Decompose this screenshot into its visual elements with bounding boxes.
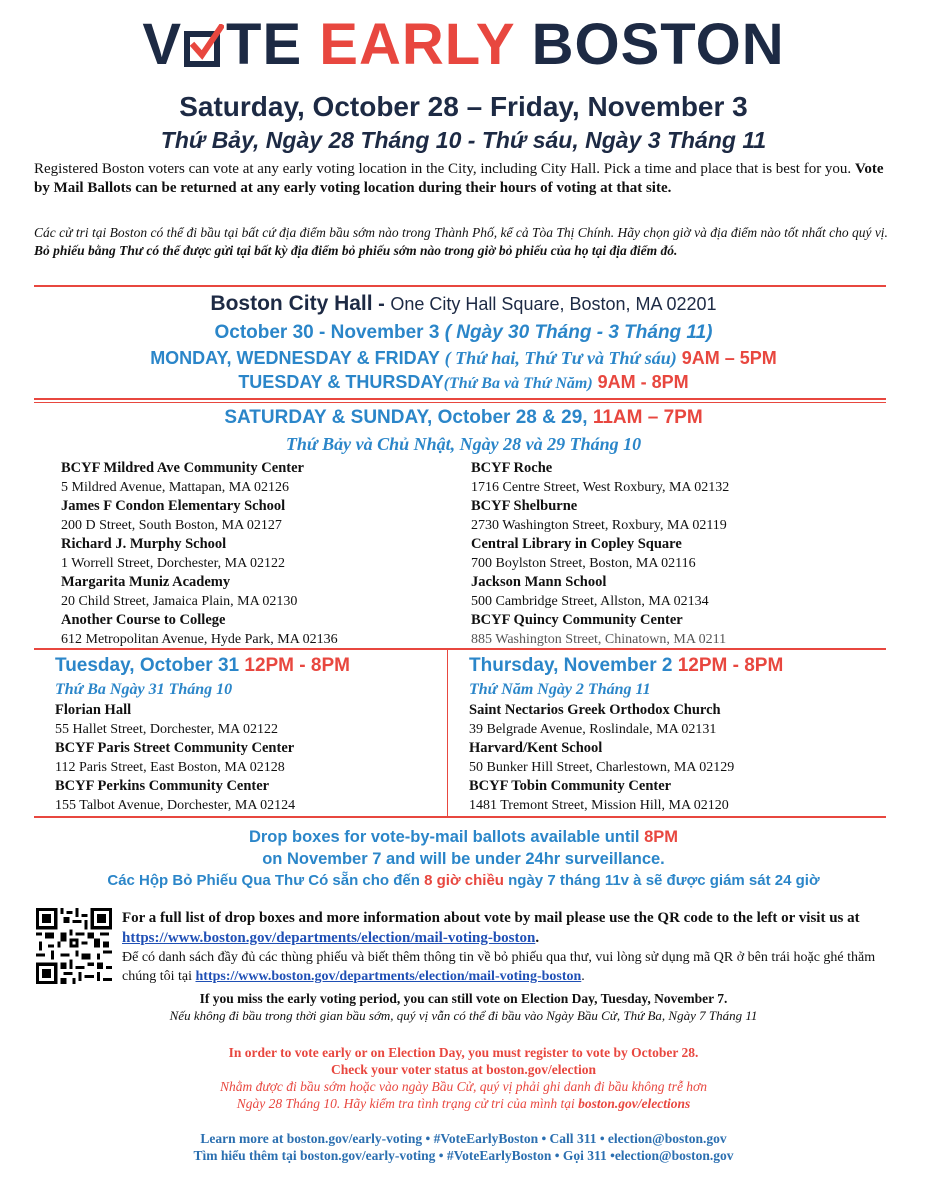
- divider: [34, 402, 886, 403]
- thursday-vi: Thứ Năm Ngày 2 Tháng 11: [469, 681, 651, 698]
- location-address: 1 Worrell Street, Dorchester, MA 02122: [61, 556, 285, 571]
- location-name: James F Condon Elementary School: [61, 498, 286, 514]
- dropbox-text: Drop boxes for vote-by-mail ballots available until: [248, 828, 645, 846]
- logo-early: EARLY: [319, 12, 515, 77]
- location-address: 155 Talbot Avenue, Dorchester, MA 02124: [55, 798, 296, 813]
- city-hall-heading: [0, 292, 927, 316]
- location-address: 200 D Street, South Boston, MA 02127: [61, 518, 282, 533]
- info-vi: Để có danh sách đầy đủ các thùng phiếu và biết thêm thông tin về bỏ phiếu qua thư, vui lòng sử dụng mã QR ở bên trái hoặc ghé thăm chúng tôi tại https://www.boston.gov/departments/election/mail-voting-boston.: [122, 950, 876, 984]
- location-name: Harvard/Kent School: [469, 740, 603, 756]
- intro-vi-bold: Bỏ phiếu bằng Thư có thể được gửi tại bất kỳ địa điểm bỏ phiếu sớm nào trong giờ bỏ phiếu của họ tại địa điểm đó.: [34, 242, 678, 258]
- qr-code-icon[interactable]: [36, 908, 112, 984]
- location-address: 500 Cambridge Street, Allston, MA 02134: [471, 594, 709, 609]
- tuesday-heading: [55, 655, 350, 677]
- location-name: Richard J. Murphy School: [61, 536, 227, 552]
- location-name: BCYF Tobin Community Center: [469, 778, 672, 794]
- dropbox-vi: [0, 872, 927, 889]
- divider: [34, 816, 886, 818]
- tt-hours: 9AM - 8PM: [592, 372, 689, 392]
- location-address: 700 Boylston Street, Boston, MA 02116: [471, 556, 696, 571]
- mwf-hours: 9AM – 5PM: [676, 348, 777, 368]
- footer-vi: Tìm hiểu thêm tại boston.gov/early-voting • #VoteEarlyBoston • Gọi 311 •election@boston.gov: [193, 1148, 734, 1163]
- thursday-heading: [469, 655, 783, 677]
- city-hall-dates-vi: ( Ngày 30 Tháng - 3 Tháng 11): [444, 322, 713, 343]
- register-vi-2: [0, 1096, 927, 1112]
- info-en: For a full list of drop boxes and more information about vote by mail please use the QR code to the left or visit us at https://www.boston.gov/departments/election/mail-voting-boston.: [122, 910, 860, 946]
- city-hall-dates-en: October 30 - November 3: [214, 322, 445, 343]
- info-en-text: For a full list of drop boxes and more information about vote by mail please use the QR code to the left or visit us at: [122, 910, 860, 926]
- dropbox-vi-text: Các Hộp Bỏ Phiếu Qua Thư Có sẵn cho đến: [107, 872, 425, 889]
- register-en-2: Check your voter status at boston.gov/election: [331, 1062, 596, 1077]
- location-address: 885 Washington Street, Chinatown, MA 0211: [471, 632, 727, 647]
- dropbox-vi-text2: ngày 7 tháng 11v à sẽ được giám sát 24 giờ: [503, 872, 820, 889]
- city-hall-address: One City Hall Square, Boston, MA 02201: [390, 294, 717, 314]
- location-address: 1716 Centre Street, West Roxbury, MA 02132: [471, 480, 730, 495]
- location-address: 39 Belgrade Avenue, Roslindale, MA 02131: [469, 722, 717, 737]
- location-address: 20 Child Street, Jamaica Plain, MA 02130: [61, 594, 298, 609]
- location-address: 50 Bunker Hill Street, Charlestown, MA 02129: [469, 760, 735, 775]
- location-address: 2730 Washington Street, Roxbury, MA 02119: [471, 518, 727, 533]
- location-name: Jackson Mann School: [471, 574, 607, 590]
- divider: [34, 285, 886, 287]
- location-address: 112 Paris Street, East Boston, MA 02128: [55, 760, 285, 775]
- vote-early-boston-logo: [0, 10, 927, 80]
- tuesday-hours: 12PM - 8PM: [244, 655, 350, 676]
- location-name: Saint Nectarios Greek Orthodox Church: [469, 702, 721, 718]
- location-name: BCYF Roche: [471, 460, 553, 476]
- city-hall-dates: [0, 322, 927, 344]
- tt-label-vi: (Thứ Ba và Thứ Năm): [443, 375, 593, 392]
- tuesday-vi: Thứ Ba Ngày 31 Tháng 10: [55, 681, 233, 698]
- location-name: BCYF Quincy Community Center: [471, 612, 683, 628]
- weekend-vi: Thứ Bảy và Chủ Nhật, Ngày 28 và 29 Tháng 10: [285, 434, 642, 454]
- dropbox-vi-time: 8 giờ chiều: [424, 872, 504, 889]
- intro-vi-text: Các cử tri tại Boston có thể đi bầu tại bất cứ địa điểm bầu sớm nào trong Thành Phố, kể cả Tòa Thị Chính. Hãy chọn giờ và địa điểm nào tốt nhất cho quý vị.: [34, 225, 888, 240]
- location-address: 55 Hallet Street, Dorchester, MA 02122: [55, 722, 279, 737]
- city-hall-tt: [0, 372, 927, 393]
- intro-en: [34, 160, 894, 198]
- footer-en: Learn more at boston.gov/early-voting • #VoteEarlyBoston • Call 311 • election@boston.gov: [200, 1131, 727, 1146]
- info-vi-text: Để có danh sách đầy đủ các thùng phiếu và biết thêm thông tin về bỏ phiếu qua thư, vui lòng sử dụng mã QR ở bên trái hoặc ghé thăm chúng tôi tại: [122, 950, 876, 984]
- city-hall-sep: -: [372, 293, 391, 315]
- location-name: Margarita Muniz Academy: [61, 574, 231, 590]
- weekend-label: SATURDAY & SUNDAY, October 28 & 29,: [224, 407, 593, 428]
- city-hall-name: Boston City Hall: [210, 292, 373, 315]
- register-en-1: In order to vote early or on Election Day, you must register to vote by October 28.: [228, 1045, 699, 1060]
- intro-en-bold: Vote by Mail Ballots can be returned at any early voting location during their hours of voting at that site.: [34, 161, 884, 196]
- thursday-list: [469, 701, 889, 815]
- intro-en-text: Registered Boston voters can vote at any early voting location in the City, including City Hall. Pick a time and place that is best for you.: [34, 161, 855, 177]
- weekend-right-list: [471, 459, 891, 649]
- location-name: BCYF Paris Street Community Center: [55, 740, 295, 756]
- weekend-left-list: [61, 459, 481, 649]
- tuesday-list: [55, 701, 475, 815]
- mwf-label: MONDAY, WEDNESDAY & FRIDAY: [150, 348, 445, 368]
- mail-voting-link[interactable]: https://www.boston.gov/departments/election/mail-voting-boston: [122, 930, 536, 946]
- intro-vi: [34, 224, 894, 259]
- location-address: 612 Metropolitan Avenue, Hyde Park, MA 02136: [61, 632, 338, 647]
- logo-te: TE: [226, 12, 303, 77]
- weekend-heading: [0, 407, 927, 429]
- register-vi-1: Nhằm được đi bầu sớm hoặc vào ngày Bầu Cử, quý vị phải ghi danh đi bầu không trễ hơn: [219, 1079, 708, 1094]
- election-day-en: If you miss the early voting period, you can still vote on Election Day, Tuesday, November 7.: [199, 991, 728, 1006]
- page-title-vi: Thứ Bảy, Ngày 28 Tháng 10 - Thứ sáu, Ngày 3 Tháng 11: [160, 127, 767, 153]
- dropbox-time: 8PM: [644, 828, 679, 846]
- city-hall-mwf: [0, 348, 927, 369]
- dropbox-line2: on November 7 and will be under 24hr surveillance.: [262, 850, 665, 868]
- weekend-hours: 11AM – 7PM: [592, 407, 703, 428]
- thursday-label: Thursday, November 2: [469, 655, 678, 676]
- location-address: 1481 Tremont Street, Mission Hill, MA 02120: [469, 798, 729, 813]
- location-address: 5 Mildred Avenue, Mattapan, MA 02126: [61, 480, 289, 495]
- register-vi-2-text: Ngày 28 Tháng 10. Hãy kiểm tra tình trạng cử tri của mình tại: [236, 1096, 579, 1111]
- tt-label: TUESDAY & THURSDAY: [238, 372, 444, 392]
- register-vi-2-link: boston.gov/elections: [578, 1096, 691, 1111]
- logo-boston: BOSTON: [531, 12, 785, 77]
- page-title: Saturday, October 28 – Friday, November 3: [179, 91, 748, 122]
- location-name: BCYF Perkins Community Center: [55, 778, 270, 794]
- dropbox-line1: [0, 828, 927, 847]
- location-name: BCYF Mildred Ave Community Center: [61, 460, 304, 476]
- tuesday-label: Tuesday, October 31: [55, 655, 245, 676]
- thursday-hours: 12PM - 8PM: [677, 655, 784, 676]
- logo-v: V: [142, 12, 183, 77]
- divider: [34, 398, 886, 400]
- divider: [34, 648, 886, 650]
- checkbox-check-icon: [184, 14, 224, 58]
- location-name: Florian Hall: [55, 702, 132, 718]
- location-name: Another Course to College: [61, 612, 226, 628]
- mail-voting-link-vi[interactable]: https://www.boston.gov/departments/election/mail-voting-boston: [195, 969, 582, 984]
- election-day-vi: Nếu không đi bầu trong thời gian bầu sớm, quý vị vẫn có thể đi bầu vào Ngày Bầu Cử, Thứ Ba, Ngày 7 Tháng 11: [169, 1008, 758, 1023]
- mwf-label-vi: ( Thứ hai, Thứ Tư và Thứ sáu): [444, 348, 677, 368]
- location-name: Central Library in Copley Square: [471, 536, 682, 552]
- location-name: BCYF Shelburne: [471, 498, 578, 514]
